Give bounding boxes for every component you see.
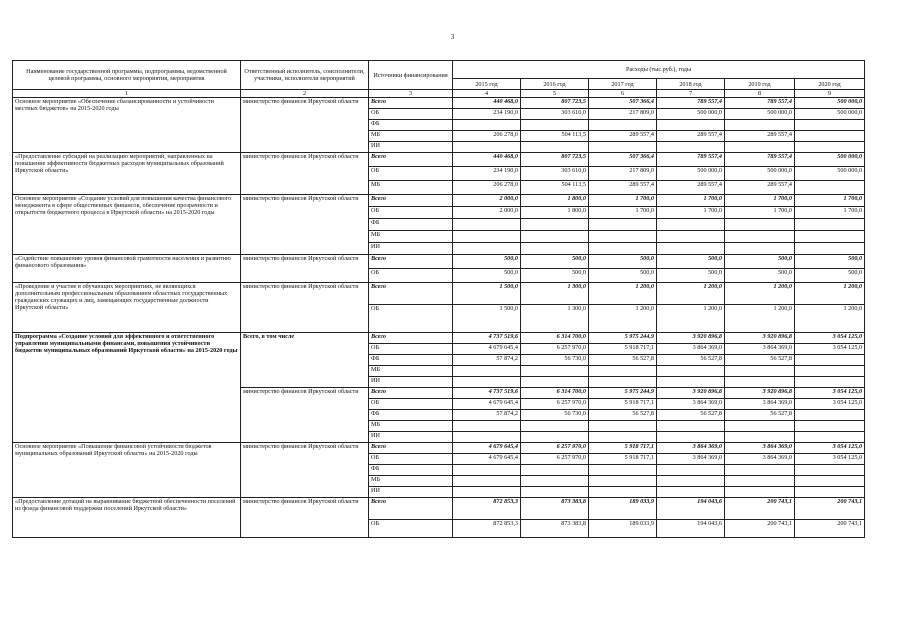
expense-cell: 289 557,4 (725, 131, 795, 142)
expense-cell (521, 465, 589, 476)
expense-cell: 1 200,0 (589, 283, 657, 305)
expense-cell: 3 864 369,0 (657, 443, 725, 454)
expense-cell: 1 700,0 (657, 207, 725, 219)
expense-cell: 56 527,8 (657, 410, 725, 421)
funding-source: МБ (369, 131, 453, 142)
expense-cell (521, 243, 589, 255)
expense-cell (657, 465, 725, 476)
expense-cell (453, 243, 521, 255)
expense-cell: 57 874,2 (453, 410, 521, 421)
expense-cell: 3 054 125,0 (795, 388, 865, 399)
expense-cell (725, 432, 795, 443)
header-name: Наименование государственной программы, подпрограммы, ведомственной целевой программы, основного мероприятия, мероприятия (13, 61, 241, 90)
expense-cell: 2 000,0 (453, 207, 521, 219)
expense-cell (657, 476, 725, 487)
expense-cell (453, 487, 521, 498)
expense-cell: 872 853,3 (453, 498, 521, 520)
expense-cell (521, 142, 589, 153)
expense-cell (657, 366, 725, 377)
expense-cell: 3 054 125,0 (795, 399, 865, 410)
funding-source: ОБ (369, 167, 453, 181)
funding-source: Всего (369, 153, 453, 167)
expense-cell (657, 377, 725, 388)
expense-cell (589, 120, 657, 131)
expense-cell: 1 800,0 (521, 207, 589, 219)
column-index: 4 (453, 90, 521, 98)
expense-cell: 3 864 369,0 (725, 454, 795, 465)
funding-source: ИИ (369, 487, 453, 498)
expense-cell (795, 231, 865, 243)
program-name: Основное мероприятие «Создание условий для повышения качества финансового менеджмента в сфере общественных финансов, обеспечение прозрачности и открытости бюджетного процесса в Иркутской области» на 2015-2020 годы (13, 195, 241, 255)
funding-source: Всего (369, 255, 453, 269)
expense-cell: 4 679 645,4 (453, 443, 521, 454)
expense-cell: 1 500,0 (453, 283, 521, 305)
expense-cell: 206 278,0 (453, 181, 521, 195)
header-year: 2016 год (521, 79, 589, 90)
expense-cell: 194 043,6 (657, 520, 725, 538)
expense-cell: 6 314 700,0 (521, 333, 589, 344)
table-row (13, 195, 865, 207)
expense-cell: 200 743,1 (795, 520, 865, 538)
expense-cell (589, 465, 657, 476)
expense-cell (589, 219, 657, 231)
expense-cell (657, 243, 725, 255)
expense-cell: 500,0 (795, 269, 865, 283)
expense-cell: 500,0 (589, 269, 657, 283)
responsible-executor: Всего, в том числе (241, 333, 369, 388)
expense-cell: 873 383,8 (521, 498, 589, 520)
expense-cell (453, 465, 521, 476)
expense-cell: 807 723,5 (521, 153, 589, 167)
expense-cell: 189 033,9 (589, 498, 657, 520)
funding-source: ИИ (369, 243, 453, 255)
expense-cell (521, 366, 589, 377)
column-index: 9 (795, 90, 865, 98)
expense-cell: 789 557,4 (657, 153, 725, 167)
expense-cell (657, 120, 725, 131)
expense-cell: 57 874,2 (453, 355, 521, 366)
expense-cell: 500,0 (657, 269, 725, 283)
expense-cell: 3 864 369,0 (725, 344, 795, 355)
expense-cell: 289 557,4 (589, 131, 657, 142)
expense-cell (795, 219, 865, 231)
table-body (13, 98, 865, 538)
expense-cell: 5 918 717,1 (589, 399, 657, 410)
funding-source: МБ (369, 476, 453, 487)
expense-cell: 3 920 896,8 (725, 333, 795, 344)
expense-cell (589, 476, 657, 487)
expense-cell: 500,0 (795, 255, 865, 269)
expense-cell: 303 610,0 (521, 109, 589, 120)
expense-cell (521, 487, 589, 498)
expense-cell (589, 231, 657, 243)
responsible-executor: министерство финансов Иркутской области (241, 443, 369, 498)
expense-cell: 289 557,4 (657, 181, 725, 195)
funding-source: МБ (369, 421, 453, 432)
expense-cell (589, 377, 657, 388)
expense-cell: 500,0 (725, 269, 795, 283)
expense-cell (453, 432, 521, 443)
expense-cell (725, 219, 795, 231)
column-index: 2 (241, 90, 369, 98)
expense-cell: 504 113,5 (521, 131, 589, 142)
expense-cell (521, 219, 589, 231)
expense-cell: 1 200,0 (725, 283, 795, 305)
expense-cell: 189 033,9 (589, 520, 657, 538)
expense-cell (589, 487, 657, 498)
expense-cell: 872 853,3 (453, 520, 521, 538)
expense-cell (795, 120, 865, 131)
expense-cell (453, 120, 521, 131)
expense-cell (657, 219, 725, 231)
expense-cell (795, 421, 865, 432)
expense-cell (521, 120, 589, 131)
expense-cell: 500 000,0 (795, 98, 865, 109)
expense-cell: 6 257 970,0 (521, 399, 589, 410)
expense-cell: 289 557,4 (589, 181, 657, 195)
column-index: 8 (725, 90, 795, 98)
expense-cell: 5 918 717,1 (589, 454, 657, 465)
expense-cell: 289 557,4 (657, 131, 725, 142)
expense-cell: 500,0 (521, 269, 589, 283)
expense-cell: 3 054 125,0 (795, 443, 865, 454)
expense-cell: 500,0 (521, 255, 589, 269)
expense-cell: 3 864 369,0 (657, 399, 725, 410)
expense-cell: 56 527,8 (589, 410, 657, 421)
expense-cell: 200 743,1 (725, 498, 795, 520)
expense-cell: 200 743,1 (725, 520, 795, 538)
expense-cell (521, 421, 589, 432)
expense-cell: 56 527,8 (725, 410, 795, 421)
expense-cell: 56 527,8 (725, 355, 795, 366)
expense-cell: 3 054 125,0 (795, 344, 865, 355)
expense-cell: 5 975 244,9 (589, 333, 657, 344)
expense-cell: 500 000,0 (725, 167, 795, 181)
responsible-executor: министерство финансов Иркутской области (241, 153, 369, 195)
expense-cell: 1 200,0 (795, 283, 865, 305)
expense-cell: 234 190,0 (453, 109, 521, 120)
expense-cell: 1 800,0 (521, 195, 589, 207)
expense-cell (725, 120, 795, 131)
expense-cell: 440 468,0 (453, 98, 521, 109)
expense-cell (453, 219, 521, 231)
funding-source: ФБ (369, 410, 453, 421)
expense-cell: 789 557,4 (657, 98, 725, 109)
expense-cell: 5 918 717,1 (589, 344, 657, 355)
responsible-executor: министерство финансов Иркутской области (241, 255, 369, 283)
expense-cell: 1 700,0 (725, 207, 795, 219)
expense-cell (795, 181, 865, 195)
expense-cell: 500 000,0 (725, 109, 795, 120)
responsible-executor: министерство финансов Иркутской области (241, 283, 369, 333)
expense-cell: 504 113,5 (521, 181, 589, 195)
program-name: «Проведение и участие в обучающих мероприятиях, не являющихся дополнительным профессиональным образованием областных государственных гражданских служащих и лиц, замещающих государственные должности Иркутской области» (13, 283, 241, 333)
expense-cell: 1 500,0 (453, 305, 521, 333)
expense-cell: 3 920 896,8 (657, 333, 725, 344)
funding-source: ФБ (369, 355, 453, 366)
expense-cell (795, 366, 865, 377)
budget-table (12, 60, 865, 538)
expense-cell: 217 809,0 (589, 167, 657, 181)
column-index: 7 (657, 90, 725, 98)
expense-cell: 1 200,0 (795, 305, 865, 333)
funding-source: ОБ (369, 109, 453, 120)
expense-cell (521, 476, 589, 487)
expense-cell (795, 410, 865, 421)
program-name: «Содействие повышению уровня финансовой грамотности населения и развитию финансового образования» (13, 255, 241, 283)
expense-cell: 1 200,0 (657, 283, 725, 305)
table-row (13, 98, 865, 109)
funding-source: ИИ (369, 432, 453, 443)
funding-source: ИИ (369, 142, 453, 153)
expense-cell: 4 679 645,4 (453, 344, 521, 355)
expense-cell: 3 864 369,0 (657, 344, 725, 355)
responsible-executor: министерство финансов Иркутской области (241, 498, 369, 538)
expense-cell: 303 610,0 (521, 167, 589, 181)
expense-cell: 1 700,0 (657, 195, 725, 207)
expense-cell: 500 000,0 (795, 153, 865, 167)
expense-cell (725, 421, 795, 432)
expense-cell (795, 142, 865, 153)
expense-cell: 1 200,0 (725, 305, 795, 333)
expense-cell: 873 383,8 (521, 520, 589, 538)
table-row (13, 443, 865, 454)
expense-cell: 3 864 369,0 (725, 399, 795, 410)
funding-source: МБ (369, 181, 453, 195)
expense-cell: 789 557,4 (725, 98, 795, 109)
expense-cell (589, 432, 657, 443)
expense-cell: 4 737 519,6 (453, 333, 521, 344)
expense-cell (453, 142, 521, 153)
expense-cell (657, 231, 725, 243)
expense-cell: 56 527,8 (589, 355, 657, 366)
expense-cell (795, 476, 865, 487)
funding-source: ФБ (369, 219, 453, 231)
expense-cell (589, 243, 657, 255)
expense-cell: 1 200,0 (657, 305, 725, 333)
funding-source: ОБ (369, 520, 453, 538)
expense-cell: 6 257 970,0 (521, 344, 589, 355)
expense-cell: 1 700,0 (795, 207, 865, 219)
expense-cell: 56 527,8 (657, 355, 725, 366)
expense-cell: 6 257 970,0 (521, 454, 589, 465)
table-row (13, 498, 865, 520)
expense-cell: 5 975 244,9 (589, 388, 657, 399)
column-index: 1 (13, 90, 241, 98)
expense-cell: 4 737 519,6 (453, 388, 521, 399)
expense-cell (589, 421, 657, 432)
expense-cell: 3 920 896,8 (657, 388, 725, 399)
expense-cell (589, 366, 657, 377)
expense-cell: 5 918 717,1 (589, 443, 657, 454)
expense-cell (725, 476, 795, 487)
expense-cell (521, 231, 589, 243)
expense-cell (725, 487, 795, 498)
expense-cell: 500,0 (453, 255, 521, 269)
expense-cell: 500 000,0 (657, 109, 725, 120)
funding-source: ОБ (369, 305, 453, 333)
expense-cell: 507 366,4 (589, 98, 657, 109)
funding-source: ОБ (369, 344, 453, 355)
funding-source: ОБ (369, 454, 453, 465)
funding-source: ИИ (369, 377, 453, 388)
expense-cell: 194 043,6 (657, 498, 725, 520)
expense-cell (795, 355, 865, 366)
expense-cell: 1 300,0 (521, 305, 589, 333)
expense-cell (795, 465, 865, 476)
expense-cell (453, 231, 521, 243)
table-row (13, 153, 865, 167)
expense-cell: 807 723,5 (521, 98, 589, 109)
expense-cell (725, 377, 795, 388)
program-name: Основное мероприятие «Обеспечение сбалансированности и устойчивости местных бюджетов» на 2015-2020 годы (13, 98, 241, 153)
expense-cell (725, 243, 795, 255)
expense-cell: 500 000,0 (795, 109, 865, 120)
expense-cell: 500 000,0 (795, 167, 865, 181)
expense-cell (657, 432, 725, 443)
column-index: 6 (589, 90, 657, 98)
expense-cell: 1 700,0 (795, 195, 865, 207)
expense-cell (453, 366, 521, 377)
expense-cell: 289 557,4 (725, 181, 795, 195)
funding-source: Всего (369, 498, 453, 520)
expense-cell (657, 421, 725, 432)
funding-source: Всего (369, 98, 453, 109)
expense-cell: 3 864 369,0 (725, 443, 795, 454)
funding-source: Всего (369, 283, 453, 305)
funding-source: Всего (369, 195, 453, 207)
expense-cell: 500,0 (725, 255, 795, 269)
table-row (13, 333, 865, 344)
expense-cell: 500,0 (589, 255, 657, 269)
expense-cell (795, 243, 865, 255)
funding-source: ФБ (369, 120, 453, 131)
header-year: 2017 год (589, 79, 657, 90)
header-source: Источники финансирования (369, 61, 453, 90)
expense-cell (795, 377, 865, 388)
funding-source: ОБ (369, 269, 453, 283)
expense-cell (521, 432, 589, 443)
expense-cell: 500,0 (657, 255, 725, 269)
expense-cell (453, 421, 521, 432)
expense-cell: 1 700,0 (725, 195, 795, 207)
column-index: 5 (521, 90, 589, 98)
expense-cell: 3 054 125,0 (795, 333, 865, 344)
expense-cell: 1 200,0 (589, 305, 657, 333)
expense-cell: 217 809,0 (589, 109, 657, 120)
funding-source: ОБ (369, 207, 453, 219)
funding-source: Всего (369, 443, 453, 454)
expense-cell (725, 465, 795, 476)
responsible-executor: министерство финансов Иркутской области (241, 388, 369, 443)
responsible-executor: министерство финансов Иркутской области (241, 98, 369, 153)
expense-cell (453, 377, 521, 388)
expense-cell: 507 366,4 (589, 153, 657, 167)
expense-cell (521, 377, 589, 388)
expense-cell: 4 679 645,4 (453, 454, 521, 465)
funding-source: МБ (369, 366, 453, 377)
program-name: Основное мероприятие «Повышение финансовой устойчивости бюджетов муниципальных образований Иркутской области» на 2015-2020 годы (13, 443, 241, 498)
expense-cell (725, 231, 795, 243)
expense-cell (589, 142, 657, 153)
expense-cell: 6 314 700,0 (521, 388, 589, 399)
program-name: Подпрограмма «Создание условий для эффективного и ответственного управления муниципальными финансами, повышения устойчивости бюджетов муниципальных образований Иркутской области» на 2015-2020 годы (13, 333, 241, 443)
funding-source: Всего (369, 333, 453, 344)
expense-cell: 500 000,0 (657, 167, 725, 181)
expense-cell: 3 920 896,8 (725, 388, 795, 399)
header-year: 2015 год (453, 79, 521, 90)
expense-cell: 789 557,4 (725, 153, 795, 167)
program-name: «Предоставление дотаций на выравнивание бюджетной обеспеченности поселений из фонда финансовой поддержки поселений Иркутской области» (13, 498, 241, 538)
expense-cell (657, 487, 725, 498)
column-index: 3 (369, 90, 453, 98)
expense-cell: 200 743,1 (795, 498, 865, 520)
funding-source: ОБ (369, 399, 453, 410)
expense-cell: 56 730,0 (521, 410, 589, 421)
header-expenses: Расходы (тыс.руб.), годы (453, 61, 865, 79)
table-row (13, 255, 865, 269)
expense-cell: 206 278,0 (453, 131, 521, 142)
expense-cell (795, 131, 865, 142)
expense-cell (795, 432, 865, 443)
header-year: 2019 год (725, 79, 795, 90)
expense-cell: 440 468,0 (453, 153, 521, 167)
expense-cell: 3 054 125,0 (795, 454, 865, 465)
program-name: «Предоставление субсидий на реализацию мероприятий, направленных на повышение эффективности бюджетных расходов муниципальных образований Иркутской области» (13, 153, 241, 195)
expense-cell (657, 142, 725, 153)
expense-cell: 4 679 645,4 (453, 399, 521, 410)
expense-cell (453, 476, 521, 487)
funding-source: МБ (369, 231, 453, 243)
header-year: 2020 год (795, 79, 865, 90)
expense-cell: 1 700,0 (589, 207, 657, 219)
expense-cell: 234 190,0 (453, 167, 521, 181)
expense-cell (795, 487, 865, 498)
expense-cell: 2 000,0 (453, 195, 521, 207)
expense-cell: 56 730,0 (521, 355, 589, 366)
expense-cell: 3 864 369,0 (657, 454, 725, 465)
expense-cell (725, 142, 795, 153)
page-number: 3 (450, 33, 455, 41)
expense-cell (725, 366, 795, 377)
table-row (13, 283, 865, 305)
header-responsible: Ответственный исполнитель, соисполнители, участники, исполнители мероприятий (241, 61, 369, 90)
expense-cell: 1 700,0 (589, 195, 657, 207)
funding-source: ФБ (369, 465, 453, 476)
expense-cell: 6 257 970,0 (521, 443, 589, 454)
responsible-executor: министерство финансов Иркутской области (241, 195, 369, 255)
header-year: 2018 год (657, 79, 725, 90)
funding-source: Всего (369, 388, 453, 399)
expense-cell: 500,0 (453, 269, 521, 283)
expense-cell: 1 300,0 (521, 283, 589, 305)
